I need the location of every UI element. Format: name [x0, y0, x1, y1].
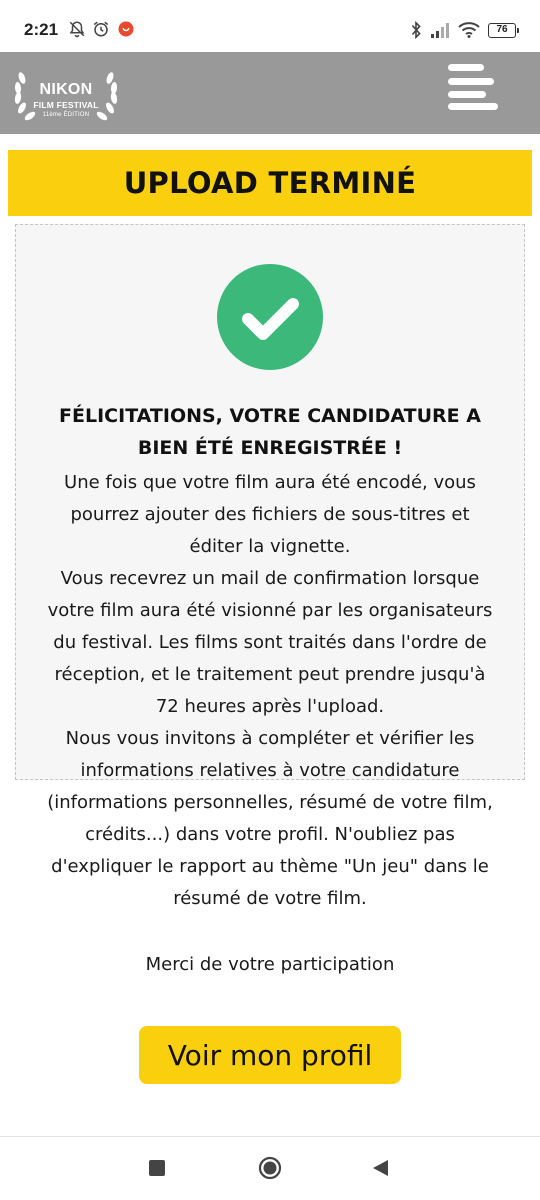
success-heading-line: FÉLICITATIONS, VOTRE CANDIDATURE A [59, 405, 481, 427]
logo-edition: 11ème ÉDITION [42, 112, 90, 118]
paragraph-line: pourrez ajouter des fichiers de sous-titres et [70, 504, 470, 525]
festival-logo[interactable] [10, 60, 122, 126]
bell-off-icon [68, 20, 86, 38]
paragraph-line: d'expliquer le rapport au thème "Un jeu" dans le [51, 856, 489, 877]
check-circle-icon [217, 264, 323, 370]
alarm-icon [92, 20, 110, 38]
back-icon[interactable] [371, 1159, 389, 1177]
logo-title: NIKON [39, 81, 93, 98]
page-title: UPLOAD TERMINÉ [123, 166, 417, 200]
logo-subtitle: FILM FESTIVAL [33, 100, 99, 110]
navigation-bar [0, 1136, 540, 1200]
success-heading-line: BIEN ÉTÉ ENREGISTRÉE ! [137, 437, 403, 459]
battery-icon: 76 [488, 23, 516, 38]
signal-icon [430, 22, 450, 38]
title-banner [8, 150, 532, 216]
status-indicators [410, 20, 516, 40]
paragraph-line: crédits...) dans votre profil. N'oubliez pas [85, 824, 455, 845]
paragraph-line: du festival. Les films sont traités dans l'ordre de [53, 632, 487, 653]
recent-apps-icon[interactable] [149, 1160, 165, 1176]
status-time: 2:21 [24, 20, 59, 39]
paragraph-line: éditer la vignette. [189, 536, 351, 557]
paragraph-line: Vous recevrez un mail de confirmation lorsque [60, 568, 480, 589]
hamburger-menu-icon[interactable] [448, 64, 502, 112]
bluetooth-icon [410, 21, 422, 39]
thanks-message: Merci de votre participation [145, 954, 395, 975]
paragraph-line: Une fois que votre film aura été encodé, vous [64, 472, 476, 493]
view-profile-button[interactable]: Voir mon profil [139, 1026, 401, 1084]
app-notification-icon [117, 20, 135, 38]
encoding-paragraph [8, 467, 532, 563]
paragraph-line: Nous vous invitons à compléter et vérifier les [65, 728, 475, 749]
paragraph-line: votre film aura été visionné par les organisateurs [47, 600, 493, 621]
status-bar [0, 0, 540, 52]
paragraph-line: réception, et le traitement peut prendre jusqu'à [54, 664, 486, 685]
paragraph-line: résumé de votre film. [173, 888, 367, 909]
home-icon[interactable] [258, 1156, 282, 1180]
confirmation-paragraph [8, 563, 532, 723]
profile-paragraph [8, 723, 532, 915]
wifi-icon [458, 22, 480, 38]
paragraph-line: informations relatives à votre candidature [80, 760, 460, 781]
success-heading [20, 400, 520, 464]
paragraph-line: 72 heures après l'upload. [155, 696, 385, 717]
paragraph-line: (informations personnelles, résumé de votre film, [47, 792, 493, 813]
